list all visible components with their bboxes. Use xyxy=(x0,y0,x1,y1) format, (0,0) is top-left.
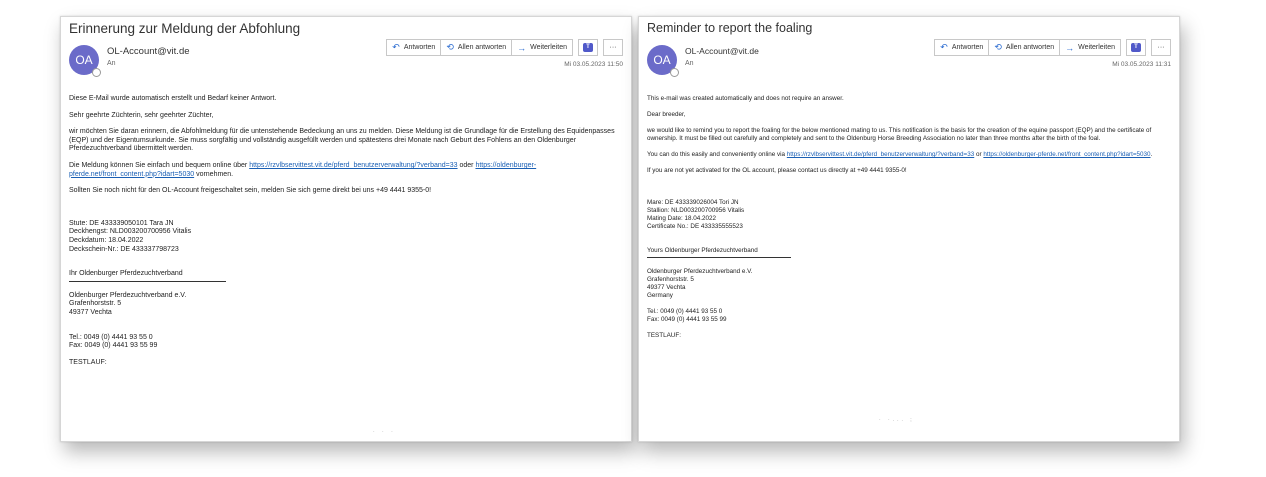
more-icon: ··· xyxy=(609,44,617,51)
reply-button[interactable] xyxy=(386,39,441,56)
sent-date: Mi 03.05.2023 11:31 xyxy=(1112,61,1171,68)
email-header xyxy=(61,39,631,91)
presence-status-icon xyxy=(92,68,101,77)
auto-note: This e-mail was created automatically and does not require an answer. xyxy=(647,95,844,102)
presence-status-icon xyxy=(670,68,679,77)
reply-label: Antworten xyxy=(951,44,984,51)
detail-mare: Mare: DE 433339026004 Tori JN xyxy=(647,199,739,206)
reply-button[interactable] xyxy=(934,39,989,56)
detail-date: Mating Date: 18.04.2022 xyxy=(647,215,716,222)
online-text-post: vornehmen. xyxy=(194,170,234,178)
email-body xyxy=(61,91,631,367)
forward-button[interactable] xyxy=(512,39,573,56)
online-text-pre: You can do this easily and conveniently online via xyxy=(647,151,787,158)
email-subject: Erinnerung zur Meldung der Abfohlung xyxy=(69,21,301,36)
online-text-post: . xyxy=(1150,151,1153,158)
forward-arrow-icon: → xyxy=(1065,42,1075,53)
website-link[interactable]: https://oldenburger-pferde.net/front_content.php?idart=5030 xyxy=(69,161,537,178)
reply-all-button[interactable] xyxy=(989,39,1060,56)
closing: Ihr Oldenburger Pferdezuchtverband xyxy=(69,270,183,278)
website-link[interactable]: https://oldenburger-pferde.net/front_content.php?idart=5030 xyxy=(983,151,1151,158)
address-line: Oldenburger Pferdezuchtverband e.V. xyxy=(647,268,753,275)
address-line: Germany xyxy=(647,292,673,299)
portal-link[interactable]: https://rzvlbservittest.vit.de/pferd_benutzerverwaltung/?verband=33 xyxy=(786,151,975,158)
greeting: Dear breeder, xyxy=(647,111,686,118)
address-line: Grafenhorststr. 5 xyxy=(647,276,694,283)
mating-details xyxy=(69,220,623,254)
detail-certificate: Certificate No.: DE 433335555523 xyxy=(647,223,743,230)
avatar[interactable]: OA xyxy=(647,45,677,75)
teams-button[interactable] xyxy=(578,39,598,56)
mating-details xyxy=(647,199,1171,231)
address-line: Oldenburger Pferdezuchtverband e.V. xyxy=(69,291,187,299)
closing: Yours Oldenburger Pferdezuchtverband xyxy=(647,247,758,254)
avatar[interactable]: OA xyxy=(69,45,99,75)
portal-link[interactable]: https://rzvlbservittest.vit.de/pferd_benutzerverwaltung/?verband=33 xyxy=(249,161,458,169)
phone-line: Tel.: 0049 (0) 4441 93 55 0 xyxy=(647,308,723,315)
reply-all-button[interactable] xyxy=(441,39,512,56)
fax-line: Fax: 0049 (0) 4441 93 55 99 xyxy=(647,316,727,323)
phone-block xyxy=(69,334,623,351)
greeting: Sehr geehrte Züchterin, sehr geehrter Züchter, xyxy=(69,111,214,119)
online-paragraph xyxy=(647,151,1171,159)
online-text-mid: or xyxy=(974,151,984,158)
footer-note: TESTLAUF: xyxy=(69,358,107,366)
email-body xyxy=(639,91,1179,340)
sent-date: Mi 03.05.2023 11:50 xyxy=(564,61,623,68)
phone-block xyxy=(647,308,1171,324)
reply-all-label: Allen antworten xyxy=(1005,44,1055,51)
online-text-mid: oder xyxy=(457,161,476,169)
message-actions xyxy=(386,39,623,56)
sender-address[interactable]: OL-Account@vit.de xyxy=(685,46,759,56)
detail-stallion: Stallion: NLD003200700956 Vitalis xyxy=(647,207,745,214)
reply-all-label: Allen antworten xyxy=(457,44,507,51)
auto-note: Diese E-Mail wurde automatisch erstellt und Bedarf keiner Antwort. xyxy=(69,95,277,102)
recipient-label: An xyxy=(685,60,694,67)
detail-certificate: Deckschein-Nr.: DE 433337798723 xyxy=(69,245,179,253)
more-actions-button[interactable] xyxy=(603,39,623,56)
address-line: 49377 Vechta xyxy=(69,308,112,316)
reply-all-icon: ⟲ xyxy=(994,42,1002,52)
forward-button[interactable] xyxy=(1060,39,1121,56)
address-block xyxy=(69,292,623,318)
detail-mare: Stute: DE 433339050101 Tara JN xyxy=(69,219,174,227)
teams-icon: T xyxy=(1131,43,1141,52)
email-window-english xyxy=(638,16,1180,442)
fax-line: Fax: 0049 (0) 4441 93 55 99 xyxy=(69,342,158,350)
message-actions xyxy=(934,39,1171,56)
signature-divider xyxy=(69,281,226,282)
online-text-pre: Die Meldung können Sie einfach und bequem online über xyxy=(69,161,250,169)
forward-label: Weiterleiten xyxy=(530,44,567,51)
scan-specks: · ·... ; xyxy=(879,417,915,423)
signature-divider xyxy=(647,257,791,258)
online-paragraph xyxy=(69,162,623,179)
address-line: Grafenhorststr. 5 xyxy=(69,300,122,308)
address-block xyxy=(647,268,1171,300)
reminder-paragraph: we would like to remind you to report the foaling for the below mentioned mating to us. This notification is the basis for the creation of the equine passport (EQP) and the certificate of ownership. It must be filled out carefully and completely and sent to the Oldenburg Horse Breeding Association no later than three months after the birth of the foal. xyxy=(647,127,1152,142)
reply-label: Antworten xyxy=(403,44,436,51)
teams-icon: T xyxy=(583,43,593,52)
reply-icon: ↶ xyxy=(940,42,948,52)
forward-label: Weiterleiten xyxy=(1078,44,1115,51)
contact-paragraph: If you are not yet activated for the OL account, please contact us directly at +49 4441 9355-0! xyxy=(647,167,907,174)
contact-paragraph: Sollten Sie noch nicht für den OL-Account freigeschaltet sein, melden Sie sich gerne direkt bei uns +49 4441 9355-0! xyxy=(69,187,432,195)
scan-specks: · · · xyxy=(373,429,396,435)
sender-address[interactable]: OL-Account@vit.de xyxy=(107,46,190,57)
more-actions-button[interactable] xyxy=(1151,39,1171,56)
teams-button[interactable] xyxy=(1126,39,1146,56)
email-window-german xyxy=(60,16,632,442)
detail-date: Deckdatum: 18.04.2022 xyxy=(69,236,144,244)
email-header xyxy=(639,39,1179,91)
reply-icon: ↶ xyxy=(392,42,400,52)
detail-stallion: Deckhengst: NLD003200700956 Vitalis xyxy=(69,228,192,236)
footer-note: TESTLAUF: xyxy=(647,332,681,339)
phone-line: Tel.: 0049 (0) 4441 93 55 0 xyxy=(69,333,153,341)
reminder-paragraph: wir möchten Sie daran erinnern, die Abfohlmeldung für die untenstehende Bedeckung an uns zu melden. Diese Meldung ist die Grundlage für die Erstellung des Equidenpasses (EQP) und der Eigentumsurkunde. Sie muss sorgfältig und vollständig ausgefüllt werden und spätestens drei Monate nach Geburt des Fohlens an den Oldenburger Pferdezuchtverband übermittelt werden. xyxy=(69,128,615,153)
address-line: 49377 Vechta xyxy=(647,284,686,291)
forward-arrow-icon: → xyxy=(517,42,527,53)
reply-all-icon: ⟲ xyxy=(446,42,454,52)
recipient-label: An xyxy=(107,60,116,67)
more-icon: ··· xyxy=(1157,44,1165,51)
email-subject: Reminder to report the foaling xyxy=(647,21,813,35)
